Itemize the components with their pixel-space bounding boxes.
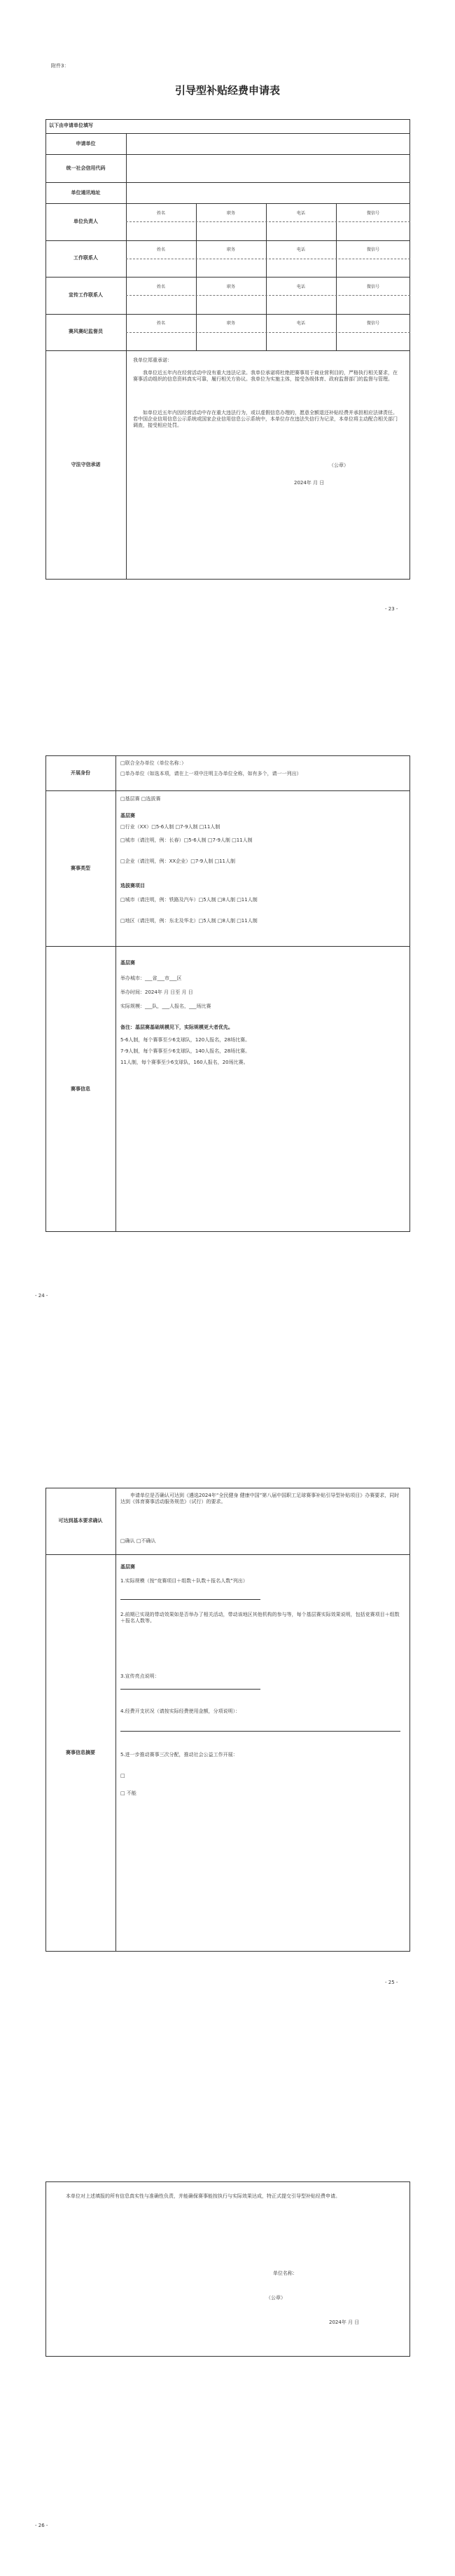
contact-input-1-3[interactable] [337,260,409,275]
event-type-line-8[interactable]: □地区（请注明，例：东北及华北）□5人制 □8人制 □11人制 [120,918,258,924]
summary-line-4: 2.前期已实现的带动效果如是否举办了相关活动，带动该地区其他机构的参与等，每个基层赛实际效果说明，包括竞赛项目＋组数＋报名人数等。 [120,1612,400,1624]
contact-header-2-1: 职务 [226,284,235,289]
section-label: 以下由申请单位填写 [49,123,93,128]
summary-line-10[interactable]: □ [120,1773,125,1779]
summary-line-5: 3.宣传亮点说明： [120,1673,160,1679]
contact-header-1-1: 职务 [226,247,235,253]
event-info-line-4[interactable]: 实际规模：___队，___人报名，___场比赛 [120,1003,211,1009]
contact-header-3-2: 电话 [296,321,305,327]
event-info-line-7: 5-6人制，每个赛事至少6支球队，120人报名，28场比赛。 [120,1037,251,1043]
contact-input-0-2[interactable] [267,223,335,238]
contact-input-3-2[interactable] [267,334,335,349]
contact-input-1-0[interactable] [127,260,195,275]
event-type-line-5[interactable]: □企业（请注明，例：XX企业）□7-9人制 □11人制 [120,858,235,864]
contact-input-2-1[interactable] [197,296,265,312]
contact-header-3-3: 微信号 [366,321,379,327]
contact-header-1-0: 姓名 [156,247,165,253]
pledge-paragraph-1: 我单位近五年内在经营活动中没有重大违法记录。我单位承诺将杜绝把赛事用于商业营利目的，严格执行相关要求，在赛事活动组织的信息资料真实可靠，履行相关方协议。我单位为实施主体，接受各级体育、政府监督部门的监督与管理。 [133,370,398,382]
pledge-paragraph-2: 如单位近五年内因经营活动中存在重大违法行为，或以虚假信息办理的，愿意全额退还补贴经费并承担相应法律责任。若中国企业信用信息公示系统或国家企业信用信息公示系统中，本单位存在违法失信行为记录，本单位将主动配合相关部门调查，接受相应处罚。 [133,410,398,428]
contact-input-2-0[interactable] [127,296,195,312]
contact-input-2-3[interactable] [337,296,409,312]
contact-header-3-0: 姓名 [156,321,165,327]
contact-label-3: 赛风赛纪监督员 [69,329,103,335]
summary-line-7: 4.经费开支状况（请按实际经费使用金额，分项说明）： [120,1708,241,1714]
applicant-field[interactable] [127,135,407,153]
contact-header-3-1: 职务 [226,321,235,327]
requirements-text: 申请单位是否确认可达到《遴选2024年“全民健身 健康中国”第八届中国职工足球赛事补贴引导型补贴项目》办赛要求，同时达到《体育赛事活动服务规范》（试行）的要求。 [120,1493,400,1505]
contact-input-2-2[interactable] [267,296,335,312]
row-label-address: 单位通讯地址 [71,189,101,196]
declaration-seal: （公章） [266,2295,286,2301]
event-type-line-1[interactable]: □基层赛 □选拔赛 [120,796,161,802]
pledge-intro: 我单位郑重承诺： [133,357,172,363]
contact-header-0-0: 姓名 [156,210,165,216]
attachment-label: 附件3： [51,63,69,69]
declaration-text: 本单位对上述填报的所有信息真实性与准确性负责，并能确保赛事能按执行与实际效果达成，特正式提交引导型补贴经费申请。 [66,2193,340,2199]
contact-header-1-3: 微信号 [366,247,379,253]
summary-line-9: 5.进一步推动赛事三次分配，推动社会公益工作开展： [120,1752,238,1758]
contact-input-0-0[interactable] [127,223,195,238]
page-number-24: - 24 - [35,1293,48,1299]
identity-option-1[interactable]: □联合全办单位（单位名称：） [120,760,187,766]
credit-code-field[interactable] [127,156,407,181]
event-type-line-4[interactable]: □城市（请注明，例：长春）□5-6人制 □7-9人制 □11人制 [120,837,253,843]
contact-input-1-1[interactable] [197,260,265,275]
event-type-line-7[interactable]: □城市（请注明，例：铁路及汽车）□5人制 □8人制 □11人制 [120,897,258,903]
row-label-event-type: 赛事类型 [71,865,90,871]
requirements-options[interactable]: □确认 □不确认 [120,1538,156,1544]
event-type-line-2: 基层赛 [120,813,135,818]
event-info-line-2[interactable]: 举办城市：___省___市___区 [120,975,182,981]
summary-line-2: 1.实际规模（按“竞赛项目＋组数＋队数＋报名人数”列出） [120,1578,248,1584]
contact-label-0: 单位负责人 [74,218,98,224]
contact-header-0-1: 职务 [226,210,235,216]
row-label-identity: 开展身份 [71,769,90,776]
event-info-line-9: 11人制，每个赛事至少6支球队，160人报名，20场比赛。 [120,1060,248,1065]
declaration-date: 2024年 月 日 [329,2320,360,2325]
address-field[interactable] [127,184,407,202]
page-number-23: - 23 - [385,606,398,612]
contact-input-3-1[interactable] [197,334,265,349]
row-label-event-info: 赛事信息 [71,1085,90,1092]
contact-input-0-3[interactable] [337,223,409,238]
pledge-label: 守法守信承诺 [71,462,101,468]
contact-header-2-2: 电话 [296,284,305,289]
identity-option-2[interactable]: □单办单位（如选本项，请在上一项中注明主办单位全称，如有多个，请一一列出） [120,771,302,776]
page-number-25: - 25 - [385,1980,398,1985]
summary-input-3[interactable] [120,1731,400,1732]
contact-input-0-1[interactable] [197,223,265,238]
row-label-summary: 赛事信息摘要 [66,1750,95,1756]
pledge-seal: （公章） [329,463,349,468]
event-type-line-6: 选拔赛项目 [120,883,145,889]
contact-input-1-2[interactable] [267,260,335,275]
declaration-signer: 单位名称： [273,2270,298,2276]
row-label-applicant: 申请单位 [76,140,96,146]
contact-header-0-3: 微信号 [366,210,379,216]
summary-line-11[interactable]: □ 不能 [120,1790,136,1796]
event-info-line-8: 7-9人制，每个赛事至少6支球队，140人报名，28场比赛。 [120,1048,251,1054]
page-number-26: - 26 - [35,2523,48,2528]
page-title: 引导型补贴经费申请表 [174,84,280,97]
declaration-box [46,2181,410,2357]
contact-label-2: 宣传工作联系人 [69,292,103,298]
event-info-line-6: 备注：基层赛基础规模见下，实际规模更大者优先。 [120,1025,233,1030]
contact-label-1: 工作联系人 [74,255,98,261]
summary-line-1: 基层赛 [120,1564,135,1570]
contact-input-3-0[interactable] [127,334,195,349]
summary-input-1[interactable] [120,1599,260,1600]
row-label-requirements: 可达到基本要求确认 [58,1518,103,1524]
contact-input-3-3[interactable] [337,334,409,349]
pledge-date: 2024年 月 日 [294,480,325,486]
contact-header-0-2: 电话 [296,210,305,216]
contact-header-1-2: 电话 [296,247,305,253]
contact-header-2-3: 微信号 [366,284,379,289]
summary-input-2[interactable] [120,1689,260,1690]
contact-header-2-0: 姓名 [156,284,165,289]
event-info-line-1: 基层赛 [120,960,135,966]
event-info-line-3[interactable]: 举办时间：2024年 月 日至 月 日 [120,989,193,995]
event-type-line-3[interactable]: □行业（XX）□5-6人制 □7-9人制 □11人制 [120,824,220,830]
row-label-credit-code: 统一社会信用代码 [66,165,106,171]
